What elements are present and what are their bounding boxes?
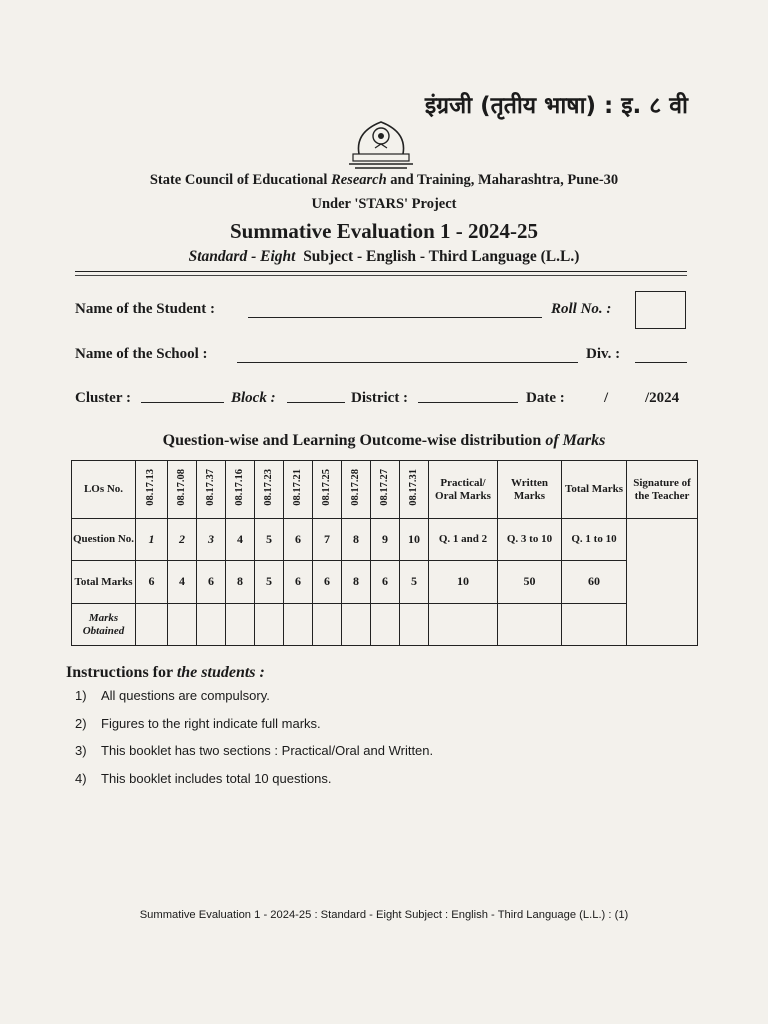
- header-divider-thin: [75, 275, 687, 276]
- list-item: 2) Figures to the right indicate full marks.: [75, 715, 321, 731]
- question-number-cell: 3: [197, 519, 226, 561]
- lo-code-cell: 08.17.31: [400, 461, 429, 519]
- written-total-cell: 50: [498, 561, 562, 604]
- council-name: State Council of Educational Research and Training, Maharashtra, Pune-30: [149, 172, 619, 188]
- school-name-label: Name of the School :: [75, 346, 208, 362]
- marks-cell: 6: [136, 561, 168, 604]
- question-number-cell: 6: [284, 519, 313, 561]
- date-label: Date :: [526, 390, 565, 406]
- total-marks-header: Total Marks: [562, 461, 627, 519]
- cluster-field[interactable]: [141, 402, 224, 403]
- district-label: District :: [351, 390, 409, 406]
- page-title: Summative Evaluation 1 - 2024-25: [229, 219, 538, 243]
- practical-questions-cell: Q. 1 and 2: [429, 519, 498, 561]
- project-line: Under 'STARS' Project: [311, 196, 457, 212]
- question-no-label: Question No.: [72, 519, 136, 561]
- question-number-cell: 8: [342, 519, 371, 561]
- lo-code-cell: 08.17.27: [371, 461, 400, 519]
- marks-cell: 5: [255, 561, 284, 604]
- marks-cell: 6: [284, 561, 313, 604]
- marks-cell: 8: [226, 561, 255, 604]
- block-label: Block :: [231, 390, 276, 406]
- marks-cell: 6: [197, 561, 226, 604]
- question-number-cell: 2: [168, 519, 197, 561]
- distribution-title: Question-wise and Learning Outcome-wise distribution of Marks: [162, 432, 606, 449]
- los-no-header: LOs No.: [72, 461, 136, 519]
- marks-cell: 8: [342, 561, 371, 604]
- written-questions-cell: Q. 3 to 10: [498, 519, 562, 561]
- practical-oral-header: Practical/ Oral Marks: [429, 461, 498, 519]
- question-number-cell: 5: [255, 519, 284, 561]
- lo-code-cell: 08.17.08: [168, 461, 197, 519]
- practical-total-cell: 10: [429, 561, 498, 604]
- question-number-cell: 10: [400, 519, 429, 561]
- obtained-cell[interactable]: [371, 604, 400, 646]
- list-item: 1) All questions are compulsory.: [75, 688, 270, 703]
- marks-cell: 5: [400, 561, 429, 604]
- table-header-row: [72, 461, 698, 519]
- date-year: /2024: [645, 390, 680, 406]
- total-questions-cell: Q. 1 to 10: [562, 519, 627, 561]
- lo-code-cell: 08.17.23: [255, 461, 284, 519]
- question-no-row: [72, 519, 698, 561]
- page-footer: Summative Evaluation 1 - 2024-25 : Standard - Eight Subject : English - Third Language (L.L.) : (1): [139, 909, 629, 921]
- marks-distribution-table: [71, 460, 698, 646]
- lo-code-cell: 08.17.13: [136, 461, 168, 519]
- student-name-field[interactable]: [248, 317, 542, 318]
- school-name-field[interactable]: [237, 362, 578, 363]
- total-marks-row: [72, 561, 698, 604]
- instructions-list: [75, 688, 433, 798]
- header-divider: [75, 271, 687, 272]
- obtained-cell[interactable]: [342, 604, 371, 646]
- practical-obtained-cell[interactable]: [429, 604, 498, 646]
- list-item: 3) This booklet has two sections : Practical/Oral and Written.: [75, 743, 434, 758]
- obtained-cell[interactable]: [136, 604, 168, 646]
- total-obtained-cell[interactable]: [562, 604, 627, 646]
- question-number-cell: 4: [226, 519, 255, 561]
- obtained-cell[interactable]: [168, 604, 197, 646]
- hindi-subject-title: इंग्रजी (तृतीय भाषा) : इ. ८ वी: [424, 93, 688, 119]
- marks-obtained-row: [72, 604, 698, 646]
- obtained-cell[interactable]: [284, 604, 313, 646]
- obtained-cell[interactable]: [313, 604, 342, 646]
- signature-header: Signature of the Teacher: [627, 461, 698, 519]
- lo-code-cell: 08.17.37: [197, 461, 226, 519]
- cluster-label: Cluster :: [75, 390, 131, 406]
- marks-cell: 6: [371, 561, 400, 604]
- obtained-cell[interactable]: [255, 604, 284, 646]
- instructions-heading: Instructions for the students :: [66, 664, 265, 681]
- written-obtained-cell[interactable]: [498, 604, 562, 646]
- district-field[interactable]: [418, 402, 518, 403]
- block-field[interactable]: [287, 402, 345, 403]
- question-number-cell: 7: [313, 519, 342, 561]
- lo-code-cell: 08.17.28: [342, 461, 371, 519]
- list-item: 4) This booklet includes total 10 questions.: [75, 770, 332, 786]
- marks-cell: 6: [313, 561, 342, 604]
- obtained-cell[interactable]: [400, 604, 429, 646]
- question-number-cell: 1: [136, 519, 168, 561]
- lo-code-cell: 08.17.25: [313, 461, 342, 519]
- scert-emblem-icon: [341, 118, 421, 172]
- obtained-cell[interactable]: [197, 604, 226, 646]
- standard-subject-line: Standard - Eight Subject - English - Third Language (L.L.): [188, 248, 580, 265]
- written-marks-header: Written Marks: [498, 461, 562, 519]
- grand-total-cell: 60: [562, 561, 627, 604]
- date-slash: /: [604, 390, 609, 406]
- div-field[interactable]: [635, 362, 687, 363]
- roll-no-label: Roll No. :: [551, 301, 612, 317]
- roll-no-box[interactable]: [635, 291, 686, 329]
- total-marks-label: Total Marks: [72, 561, 136, 604]
- div-label: Div. :: [586, 346, 621, 362]
- lo-code-cell: 08.17.21: [284, 461, 313, 519]
- obtained-cell[interactable]: [226, 604, 255, 646]
- marks-obtained-label: Marks Obtained: [72, 604, 136, 646]
- marks-cell: 4: [168, 561, 197, 604]
- question-number-cell: 9: [371, 519, 400, 561]
- student-name-label: Name of the Student :: [75, 301, 215, 317]
- signature-cell[interactable]: [627, 519, 698, 646]
- lo-code-cell: 08.17.16: [226, 461, 255, 519]
